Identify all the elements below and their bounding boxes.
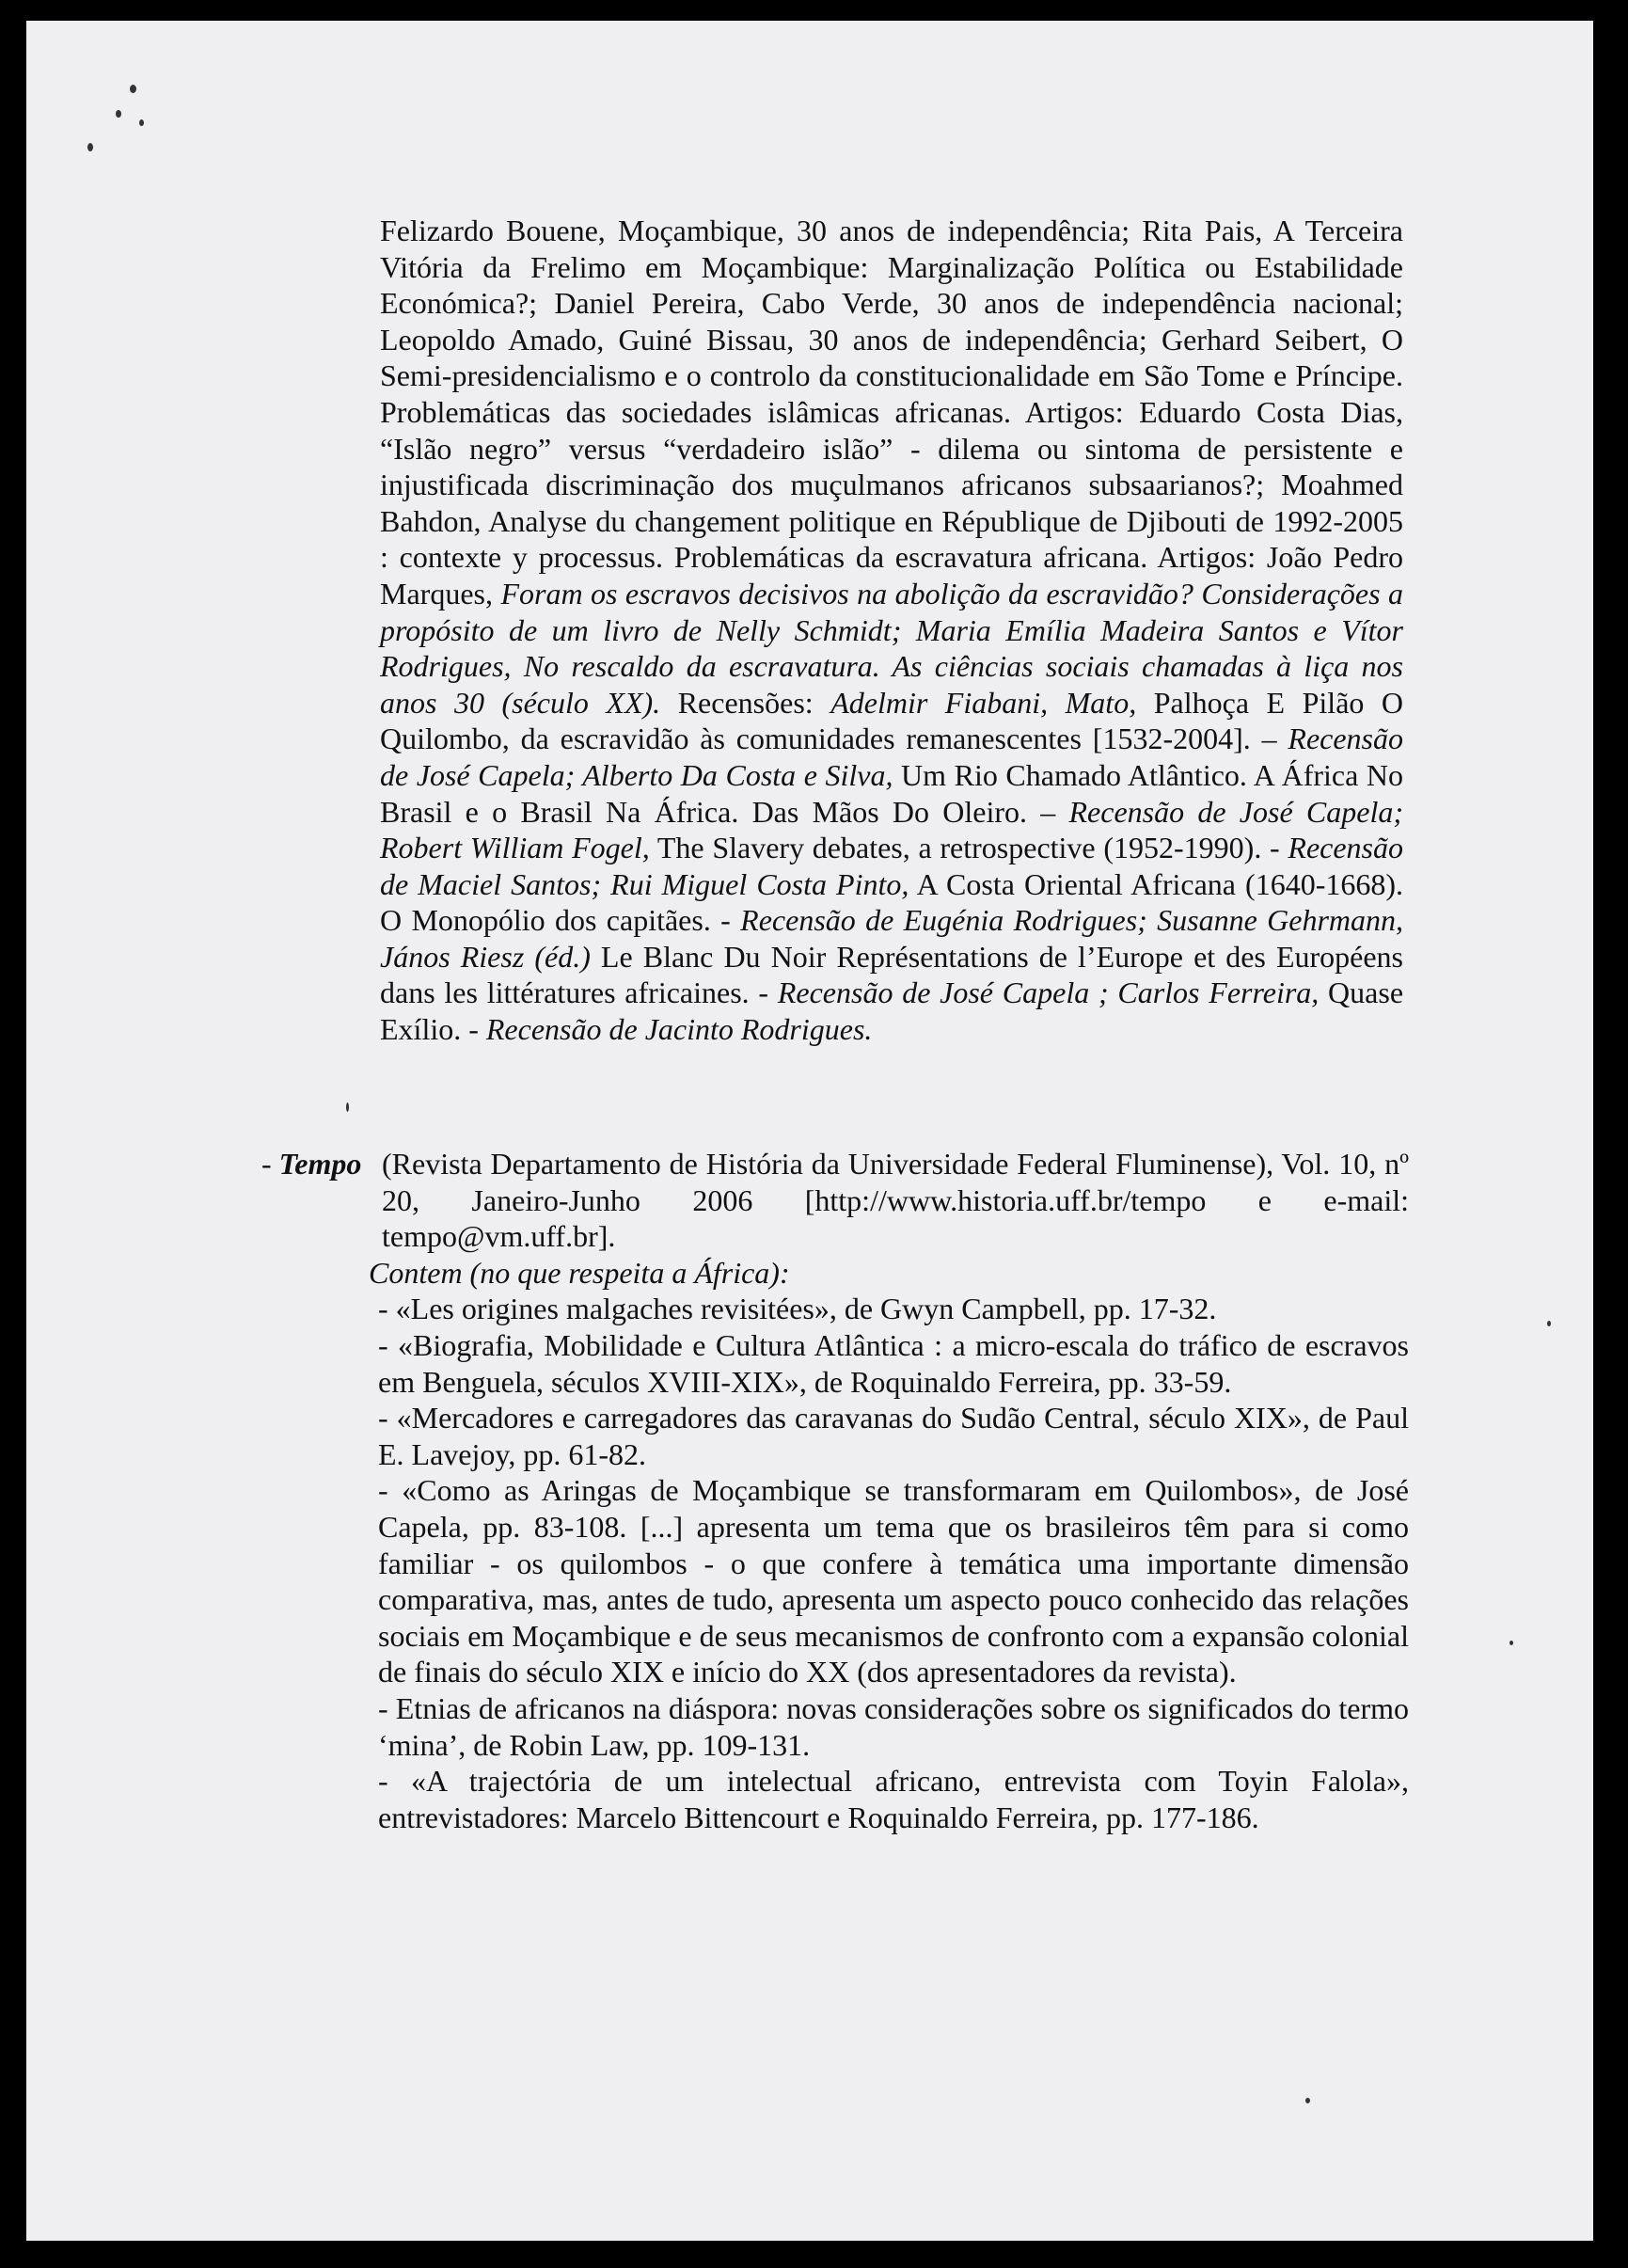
text-run: The Slavery debates, a retrospective (1952-1990). [649, 831, 1271, 865]
scan-speck [87, 143, 93, 151]
entry-title-block [261, 1146, 361, 1182]
italic-run: - Recensão de Jacinto Rodrigues. [468, 1012, 873, 1047]
italic-run: - Recensão de Maciel Santos; Rui Miguel Costa Pinto, [380, 831, 1404, 901]
contents-item: - «A trajectória de um intelectual africano, entrevista com Toyin Falola», entrevistadores: Marcelo Bittencourt e Roquinaldo Ferreira, pp. 177-186. [378, 1764, 1409, 1834]
scan-speck [116, 110, 121, 118]
scan-speck [1547, 1321, 1551, 1326]
contents-items [374, 1291, 1409, 1835]
text-run: Palhoça E Pilão O Quilombo, da escravidão às comunidades remanescentes [1532-2004]. [380, 685, 1404, 756]
entry-heading [261, 1146, 1409, 1255]
text-run: A Costa Oriental Africana (1640-1668). O Monopólio dos capitães. [380, 866, 1404, 938]
italic-run: – Recensão de José Capela; Robert William Fogel, [380, 794, 1403, 865]
text-run: Um Rio Chamado Atlântico. A África No Brasil e o Brasil Na África. Das Mãos Do Oleiro. [380, 757, 1404, 829]
journal-entry [261, 1146, 1409, 1835]
italic-run: - Recensão de Eugénia Rodrigues; Susanne Gehrmann, János Riesz (éd.) [380, 903, 1404, 974]
text-run: Le Blanc Du Noir Représentations de l’Europe et des Européens dans les littératures africaines. [380, 939, 1404, 1010]
italic-run: – Recensão de José Capela; Alberto Da Costa e Silva, [380, 722, 1404, 792]
italic-run: Adelmir Fiabani, Mato, [830, 685, 1137, 720]
text-run: Recensões: [660, 685, 831, 720]
contents-item: - «Les origines malgaches revisitées», de Gwyn Campbell, pp. 17-32. [378, 1292, 1217, 1326]
contents-item: - Etnias de africanos na diáspora: novas considerações sobre os significados do termo ‘mina’, de Robin Law, pp. 109-131. [378, 1690, 1409, 1762]
contents-label: Contem (no que respeita a África): [369, 1255, 790, 1290]
scan-speck [346, 1102, 349, 1112]
journal-title: Tempo [278, 1147, 362, 1181]
contents-list [369, 1255, 1409, 1836]
scan-speck [139, 119, 144, 126]
text-run: Quase Exílio. [380, 975, 1404, 1047]
italic-run: - Recensão de José Capela ; Carlos Ferreira, [758, 975, 1320, 1010]
scan-speck [1305, 2098, 1310, 2103]
scan-speck [1509, 1641, 1513, 1645]
italic-run: Foram os escravos decisivos na abolição da escravidão? Considerações a propósito de um livro de Nelly Schmidt; Maria Emília Madeira Santos e Vítor Rodrigues, No rescaldo da escravatura. As ciências sociais chamadas à liça nos anos 30 (século XX). [380, 576, 1404, 720]
contents-item: - «Biografia, Mobilidade e Cultura Atlântica : a micro-escala do tráfico de escravos em Benguela, séculos XVIII-XIX», de Roquinaldo Ferreira, pp. 33-59. [378, 1327, 1409, 1399]
document-page [26, 21, 1593, 2241]
contents-item: - «Mercadores e carregadores das caravanas do Sudão Central, século XIX», de Paul E. Lavejoy, pp. 61-82. [378, 1401, 1409, 1471]
journal-details: (Revista Departamento de História da Universidade Federal Fluminense), Vol. 10, nº 20, Janeiro-Junho 2006 [http://www.historia.uff.br/tempo e e-mail: tempo@vm.uff.br]. [382, 1147, 1409, 1254]
contents-item: - «Como as Aringas de Moçambique se transformaram em Quilombos», de José Capela, pp. 83-108. [...] apresenta um tema que os brasileiros têm para si como familiar - os quilombos - o que confere à temática uma importante dimensão comparativa, mas, antes de tudo, apresenta um aspecto pouco conhecido das relações sociais em Moçambique e de seus mecanismos de confronto com a expansão colonial de finais do século XIX e início do XX (dos apresentadores da revista). [378, 1473, 1409, 1689]
text-run: Felizardo Bouene, Moçambique, 30 anos de independência; Rita Pais, A Terceira Vitória da Frelimo em Moçambique: Marginalização Política ou Estabilidade Económica?; Daniel Pereira, Cabo Verde, 30 anos de independência nacional; Leopoldo Amado, Guiné Bissau, 30 anos de independência; Gerhard Seibert, O Semi-presidencialismo e o controlo da constitucionalidade em São Tome e Príncipe. Problemáticas das sociedades islâmicas africanas. Artigos: Eduardo Costa Dias, “Islão negro” versus “verdadeiro islão” - dilema ou sintoma de persistente e injustificada discriminação dos muçulmanos africanos subsaarianos?; Moahmed Bahdon, Analyse du changement politique en République de Djibouti de 1992-2005 : contexte y processus. Problemáticas da escravatura africana. Artigos: João Pedro Marques, [380, 214, 1403, 611]
scan-speck [130, 85, 136, 93]
body-paragraph [380, 213, 1403, 1048]
entry-dash: - [261, 1147, 279, 1181]
